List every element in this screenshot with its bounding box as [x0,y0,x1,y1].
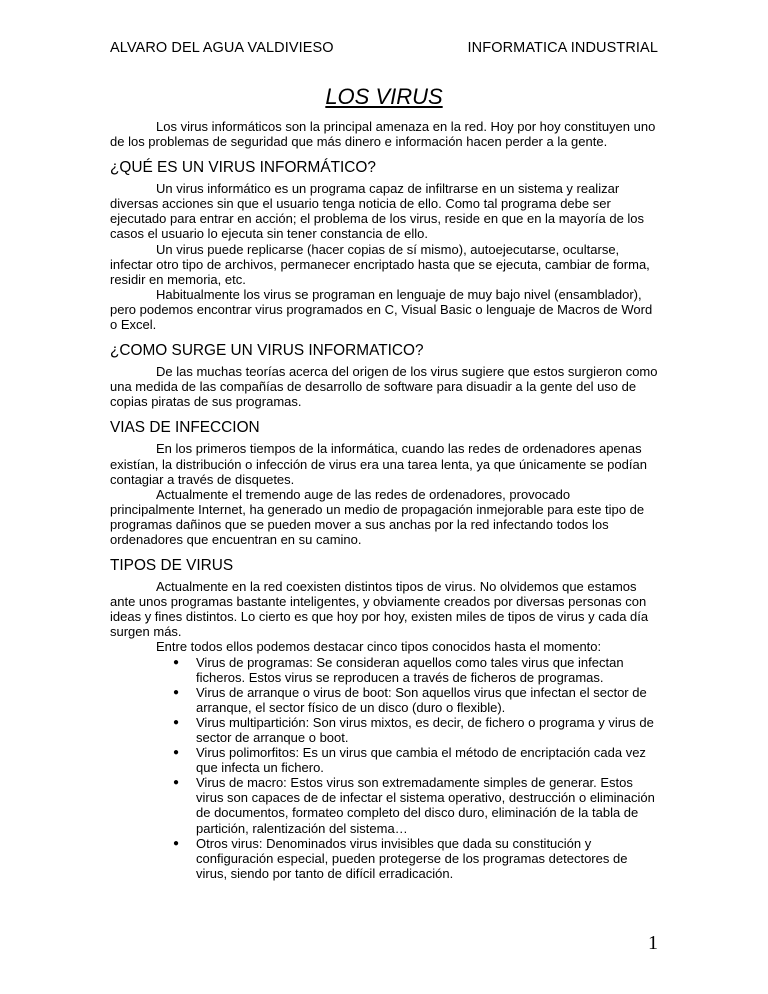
virus-types-list [110,655,658,881]
list-item-text: Virus de macro: Estos virus son extremadamente simples de generar. Estos virus son capaces de de infectar el sistema operativo, destrucción o eliminación de documentos, formateo completo del disco duro, eliminación de la tabla de partición, ralentización del sistema… [196,775,655,836]
bullet-icon: ● [173,777,180,789]
paragraph: Entre todos ellos podemos destacar cinco tipos conocidos hasta el momento: [156,639,602,655]
paragraph: Habitualmente los virus se programan en lenguaje de muy bajo nivel (ensamblador), pero podemos encontrar virus programados en C, Visual Basic o lenguaje de Macros de Word o Excel. [110,286,653,333]
list-item [173,745,658,776]
list-item-text: Virus de arranque o virus de boot: Son aquellos virus que infectan el sector de arranque, el sector físico de un disco (duro o flexible). [196,684,647,715]
list-item-text: Virus multipartición: Son virus mixtos, es decir, de fichero o programa y virus de sector de arranque o boot. [196,714,654,745]
header-subject: INFORMATICA INDUSTRIAL [467,40,658,56]
list-item-text: Virus polimorfitos: Es un virus que cambia el método de encriptación cada vez que infecta un fichero. [196,745,646,776]
page-number: 1 [648,932,658,954]
bullet-icon: ● [173,686,180,698]
section-heading-tipos: TIPOS DE VIRUS [110,557,234,575]
list-item [173,654,658,685]
list-item [173,714,658,745]
bullet-icon: ● [173,747,180,759]
list-item-text: Otros virus: Denominados virus invisibles que dada su constitución y configuración especial, pueden protegerse de los programas detectores de virus, siendo por tanto de difícil erradicación. [196,835,628,881]
paragraph: Un virus informático es un programa capaz de infiltrarse en un sistema y realizar diversas acciones sin que el usuario tenga noticia de ello. Como tal programa debe ser ejecutado para entrar en acción; el problema de los virus, reside en que en la mayoría de los casos el usuario lo ejecuta sin tener constancia de ello. [110,181,645,242]
bullet-icon: ● [173,656,180,668]
section-heading-que-es: ¿QUÉ ES UN VIRUS INFORMÁTICO? [110,159,376,177]
section-heading-vias-infeccion: VIAS DE INFECCION [110,419,260,437]
paragraph: Actualmente el tremendo auge de las redes de ordenadores, provocado principalmente Internet, ha generado un medio de propagación inmejorable para este tipo de programas dañinos que se pueden mover a sus anchas por la red infectando todos los ordenadores que encuentran en su camino. [110,486,645,547]
bullet-icon: ● [173,716,180,728]
bullet-icon: ● [173,837,180,849]
paragraph: En los primeros tiempos de la informática, cuando las redes de ordenadores apenas existían, la distribución o infección de virus era una tarea lenta, ya que únicamente se podían contagiar a través de disquetes. [110,441,647,487]
intro-paragraph: Los virus informáticos son la principal amenaza en la red. Hoy por hoy constituyen uno de los problemas de seguridad que más dinero e información hacen perder a la gente. [110,119,656,150]
list-item [173,835,658,881]
paragraph: Un virus puede replicarse (hacer copias de sí mismo), autoejecutarse, ocultarse, infectar otro tipo de archivos, permanecer encriptado hasta que se ejecuta, cambiar de forma, residir en memoria, etc. [110,241,650,287]
paragraph: Actualmente en la red coexisten distintos tipos de virus. No olvidemos que estamos ante unos programas bastante inteligentes, y obviamente creados por diversas personas con ideas y fines distintos. Lo cierto es que hoy por hoy, existen miles de tipos de virus y cada día surgen más. [110,579,649,640]
list-item [173,684,658,715]
header-author: ALVARO DEL AGUA VALDIVIESO [110,40,334,56]
list-item-text: Virus de programas: Se consideran aquellos como tales virus que infectan ficheros. Estos virus se reproducen a través de ficheros de programas. [196,654,624,685]
paragraph: De las muchas teorías acerca del origen de los virus sugiere que estos surgieron como una medida de las compañías de desarrollo de software para disuadir a la gente del uso de copias piratas de sus programas. [110,364,658,410]
list-item [173,775,658,836]
page-title: LOS VIRUS [325,84,443,109]
section-heading-como-surge: ¿COMO SURGE UN VIRUS INFORMATICO? [110,342,424,360]
document-body [110,84,658,881]
